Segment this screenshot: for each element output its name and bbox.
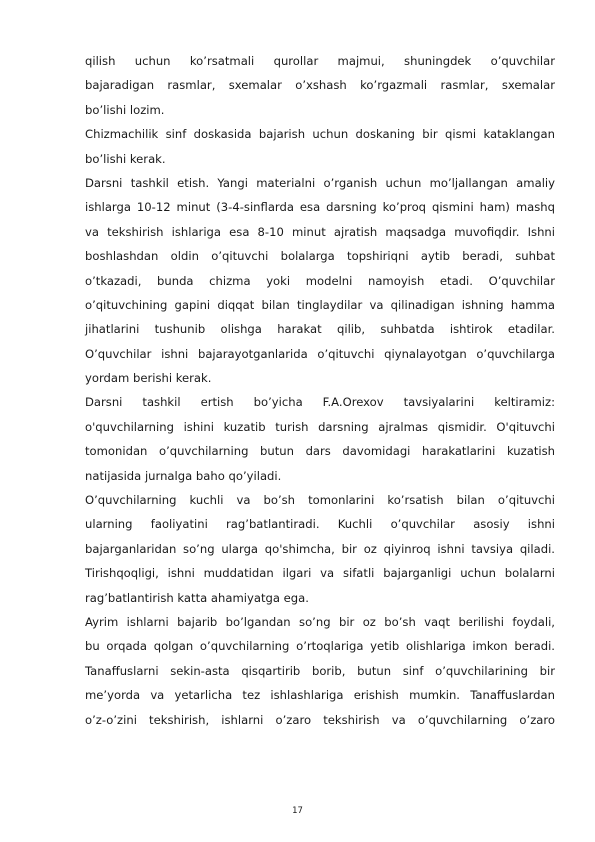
text-line: o'quvchilarning ishini kuzatib turish darsning ajralmas qismidir. O'qituvchi — [85, 419, 555, 434]
document-page — [85, 49, 555, 732]
text-line: ishlarga 10-12 minut (3-4-sinflarda esa darsning ko’proq qismini ham) mashq — [85, 200, 555, 215]
text-line: bo’lishi lozim. — [85, 102, 165, 117]
text-line: ularning faoliyatini rag’batlantiradi. Kuchli o’quvchilar asosiy ishni — [85, 517, 555, 532]
text-line: boshlashdan oldin o’qituvchi bolalarga topshiriqni aytib beradi, suhbat — [85, 249, 555, 264]
text-line: o’qituvchining gapini diqqat bilan tinglaydilar va qilinadigan ishning hamma — [85, 297, 555, 312]
text-line: Darsni tashkil etish. Yangi materialni o’rganish uchun mo’ljallangan amaliy — [85, 175, 555, 190]
text-line: rag’batlantirish katta ahamiyatga ega. — [85, 590, 309, 605]
text-line: me’yorda va yetarlicha tez ishlashlariga erishish mumkin. Tanaffuslardan — [85, 688, 555, 703]
page-number: 17 — [292, 806, 303, 816]
text-line: bo’lishi kerak. — [85, 151, 166, 166]
text-line: o’tkazadi, bunda chizma yoki modelni namoyish etadi. O’quvchilar — [85, 273, 555, 288]
text-line: Ayrim ishlarni bajarib bo’lgandan so’ng bir oz bo’sh vaqt berilishi foydali, — [85, 614, 555, 629]
text-line: Tirishqoqligi, ishni muddatidan ilgari va sifatli bajarganligi uchun bolalarni — [85, 566, 555, 581]
text-line: O’quvchilar ishni bajarayotganlarida o’qituvchi qiynalayotgan o’quvchilarga — [85, 346, 555, 361]
text-line: Darsni tashkil ertish bo’yicha F.A.Orexov tavsiyalarini keltiramiz: — [85, 395, 555, 410]
text-line: bajarganlaridan so’ng ularga qo'shimcha, bir oz qiyinroq ishni tavsiya qiladi. — [85, 541, 555, 556]
text-line: Chizmachilik sinf doskasida bajarish uchun doskaning bir qismi kataklangan — [85, 127, 555, 142]
text-line: bu orqada qolgan o’quvchilarning o’rtoqlariga yetib olishlariga imkon beradi. — [85, 639, 555, 654]
text-line: va tekshirish ishlariga esa 8-10 minut ajratish maqsadga muvofiqdir. Ishni — [85, 224, 555, 239]
text-line: bajaradigan rasmlar, sxemalar o’xshash ko’rgazmali rasmlar, sxemalar — [85, 78, 555, 93]
text-line: jihatlarini tushunib olishga harakat qilib, suhbatda ishtirok etadilar. — [85, 322, 555, 337]
text-line: tomonidan o’quvchilarning butun dars davomidagi harakatlarini kuzatish — [85, 444, 555, 459]
text-line: natijasida jurnalga baho qo’yiladi. — [85, 468, 282, 483]
text-line: yordam berishi kerak. — [85, 371, 212, 386]
text-line: O’quvchilarning kuchli va bo’sh tomonlarini ko’rsatish bilan o’qituvchi — [85, 493, 555, 508]
text-line: o’z-o’zini tekshirish, ishlarni o’zaro tekshirish va o’quvchilarning o’zaro — [85, 712, 555, 727]
text-line: qilish uchun ko’rsatmali qurollar majmui, shuningdek o’quvchilar — [85, 54, 555, 68]
text-line: Tanaffuslarni sekin-asta qisqartirib borib, butun sinf o’quvchilarining bir — [85, 663, 555, 678]
